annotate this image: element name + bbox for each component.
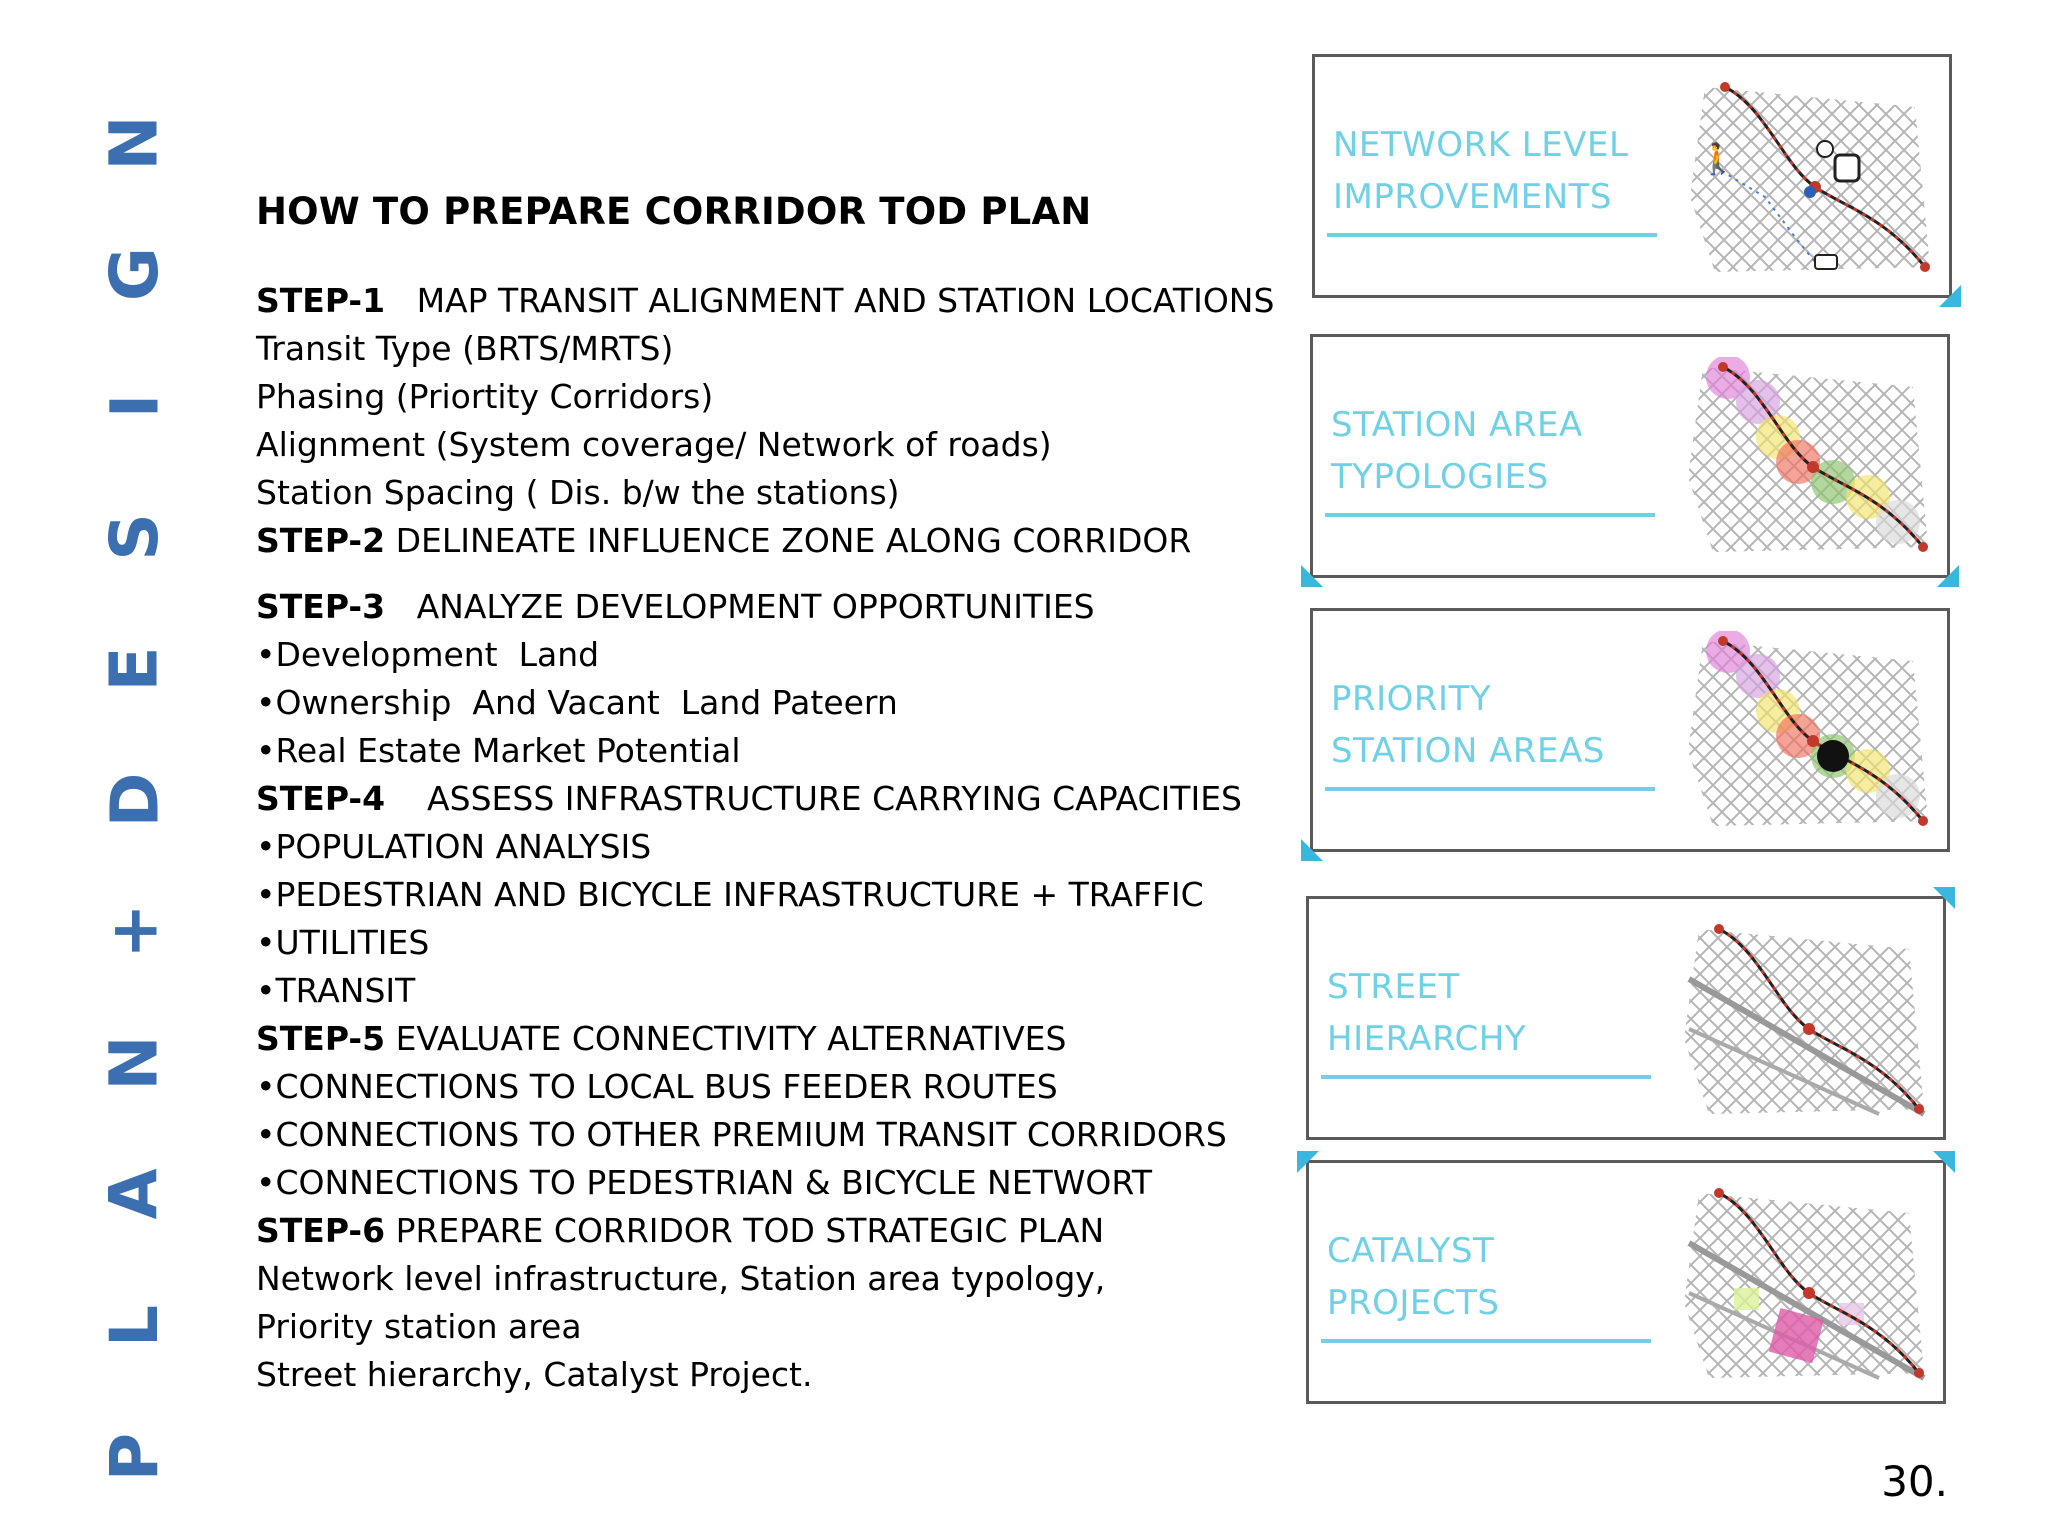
- station-dot: [1718, 636, 1728, 646]
- panel-corner-accent: [1937, 565, 1959, 587]
- station-dot: [1714, 1188, 1724, 1198]
- panel-label: [1333, 119, 1628, 223]
- station-dot: [1918, 816, 1928, 826]
- line-text: •PEDESTRIAN AND BICYCLE INFRASTRUCTURE + TRAFFIC: [256, 875, 1204, 914]
- panel-map-catalyst: [1679, 1183, 1929, 1383]
- vertical-title-letter: D: [95, 772, 173, 828]
- text-line: [256, 1159, 1306, 1207]
- vertical-title-letter: E: [96, 646, 173, 692]
- panel-catalyst: [1306, 1160, 1946, 1404]
- vertical-title-letter: G: [96, 247, 173, 302]
- text-line: [256, 1111, 1306, 1159]
- panel-map-typologies: [1683, 357, 1933, 557]
- panel-corner-accent: [1933, 887, 1955, 909]
- panel-label: [1327, 1225, 1500, 1329]
- step-line: [256, 277, 1306, 325]
- panel-map-network: [1685, 77, 1935, 277]
- content-block: [256, 190, 1306, 1399]
- step-list: [256, 277, 1306, 1399]
- step-line: [256, 583, 1306, 631]
- step-label: STEP-4: [256, 779, 386, 818]
- text-line: [256, 469, 1306, 517]
- text-line: [256, 1063, 1306, 1111]
- line-text: •TRANSIT: [256, 971, 416, 1010]
- panel-corner-accent: [1939, 285, 1961, 307]
- station-dot: [1914, 1368, 1924, 1378]
- line-text: Transit Type (BRTS/MRTS): [256, 329, 674, 368]
- text-line: [256, 631, 1306, 679]
- vertical-title-letter: N: [96, 1035, 173, 1091]
- station-dot: [1807, 461, 1819, 473]
- panel-priority: [1310, 608, 1950, 852]
- line-text: Priority station area: [256, 1307, 582, 1346]
- line-text: •CONNECTIONS TO OTHER PREMIUM TRANSIT CORRIDORS: [256, 1115, 1227, 1154]
- line-text: •Real Estate Market Potential: [256, 731, 741, 770]
- text-line: [256, 421, 1306, 469]
- panel-label-line2: IMPROVEMENTS: [1333, 177, 1612, 217]
- line-text: ASSESS INFRASTRUCTURE CARRYING CAPACITIES: [385, 779, 1242, 818]
- line-text: •CONNECTIONS TO PEDESTRIAN & BICYCLE NETWORT: [256, 1163, 1153, 1202]
- panel-network: [1312, 54, 1952, 298]
- panel-label-line2: STATION AREAS: [1331, 731, 1605, 771]
- panel-underline: [1321, 1075, 1651, 1079]
- step-label: STEP-5: [256, 1019, 386, 1058]
- panel-label-line1: PRIORITY: [1331, 679, 1492, 719]
- line-text: •Development Land: [256, 635, 600, 674]
- text-line: [256, 1351, 1306, 1399]
- panel-map-priority: [1683, 631, 1933, 831]
- street-grid: [1685, 77, 1935, 277]
- text-line: [256, 1255, 1306, 1303]
- line-text: EVALUATE CONNECTIVITY ALTERNATIVES: [385, 1019, 1067, 1058]
- panel-label-line1: CATALYST: [1327, 1231, 1495, 1271]
- page-number: 30.: [1881, 1457, 1948, 1506]
- line-text: •POPULATION ANALYSIS: [256, 827, 652, 866]
- station-dot: [1920, 262, 1930, 272]
- clock-icon: [1817, 141, 1833, 157]
- step-line: [256, 775, 1306, 823]
- panel-label: [1327, 961, 1526, 1065]
- line-text: MAP TRANSIT ALIGNMENT AND STATION LOCATIONS: [385, 281, 1275, 320]
- pedestrian-icon: 🚶: [1699, 143, 1737, 176]
- line-text: •CONNECTIONS TO LOCAL BUS FEEDER ROUTES: [256, 1067, 1058, 1106]
- priority-station: [1817, 740, 1849, 772]
- panel-label-line2: TYPOLOGIES: [1331, 457, 1549, 497]
- vertical-title: [95, 110, 173, 1490]
- line-text: Network level infrastructure, Station area typology,: [256, 1259, 1106, 1298]
- step-line: [256, 1207, 1306, 1255]
- page-heading: HOW TO PREPARE CORRIDOR TOD PLAN: [256, 190, 1092, 233]
- station-dot: [1914, 1104, 1924, 1114]
- line-text: Street hierarchy, Catalyst Project.: [256, 1355, 813, 1394]
- station-dot: [1804, 186, 1816, 198]
- step-label: STEP-2: [256, 521, 386, 560]
- line-text: ANALYZE DEVELOPMENT OPPORTUNITIES: [385, 587, 1095, 626]
- street-grid: [1679, 919, 1929, 1119]
- panel-label-line1: STREET: [1327, 967, 1460, 1007]
- text-line: [256, 919, 1306, 967]
- panel-label-line2: PROJECTS: [1327, 1283, 1500, 1323]
- panel-label: [1331, 673, 1605, 777]
- line-text: DELINEATE INFLUENCE ZONE ALONG CORRIDOR: [385, 521, 1192, 560]
- panel-corner-accent: [1297, 1151, 1319, 1173]
- rickshaw-icon: [1815, 255, 1837, 269]
- panel-label-line1: STATION AREA: [1331, 405, 1583, 445]
- line-text: •Ownership And Vacant Land Pateern: [256, 683, 898, 722]
- panel-label-line1: NETWORK LEVEL: [1333, 125, 1629, 165]
- panel-typologies: [1310, 334, 1950, 578]
- catalyst-site: [1734, 1288, 1759, 1310]
- text-line: [256, 727, 1306, 775]
- station-dot: [1720, 82, 1730, 92]
- line-text: Station Spacing ( Dis. b/w the stations): [256, 473, 900, 512]
- vertical-title-letter: S: [95, 513, 173, 561]
- text-line: [256, 967, 1306, 1015]
- station-dot: [1807, 735, 1819, 747]
- line-text: Phasing (Priortity Corridors): [256, 377, 714, 416]
- step-line: [256, 517, 1306, 565]
- panel-label-line2: HIERARCHY: [1327, 1019, 1527, 1059]
- vertical-title-letter: +: [96, 903, 173, 959]
- station-dot: [1918, 542, 1928, 552]
- panel-street: [1306, 896, 1946, 1140]
- panel-label: [1331, 399, 1583, 503]
- line-text: Alignment (System coverage/ Network of roads): [256, 425, 1052, 464]
- step-line: [256, 1015, 1306, 1063]
- panel-underline: [1325, 787, 1655, 791]
- text-line: [256, 679, 1306, 727]
- panel-corner-accent: [1933, 1151, 1955, 1173]
- panel-underline: [1325, 513, 1655, 517]
- step-label: STEP-3: [256, 587, 386, 626]
- text-line: [256, 1303, 1306, 1351]
- bus-icon: [1835, 155, 1859, 181]
- text-line: [256, 373, 1306, 421]
- vertical-title-letter: N: [96, 115, 173, 171]
- step-label: STEP-6: [256, 1211, 386, 1250]
- vertical-title-letter: P: [96, 1432, 173, 1482]
- line-text: •UTILITIES: [256, 923, 430, 962]
- panel-map-street: [1679, 919, 1929, 1119]
- panel-underline: [1327, 233, 1657, 237]
- station-dot: [1803, 1287, 1815, 1299]
- station-dot: [1718, 362, 1728, 372]
- panel-underline: [1321, 1339, 1651, 1343]
- text-line: [256, 325, 1306, 373]
- text-line: [256, 823, 1306, 871]
- vertical-title-letter: A: [96, 1168, 173, 1220]
- station-dot: [1803, 1023, 1815, 1035]
- text-line: [256, 871, 1306, 919]
- vertical-title-letter: L: [96, 1304, 173, 1347]
- station-dot: [1714, 924, 1724, 934]
- vertical-title-letter: I: [96, 393, 173, 419]
- step-label: STEP-1: [256, 281, 386, 320]
- line-text: PREPARE CORRIDOR TOD STRATEGIC PLAN: [385, 1211, 1105, 1250]
